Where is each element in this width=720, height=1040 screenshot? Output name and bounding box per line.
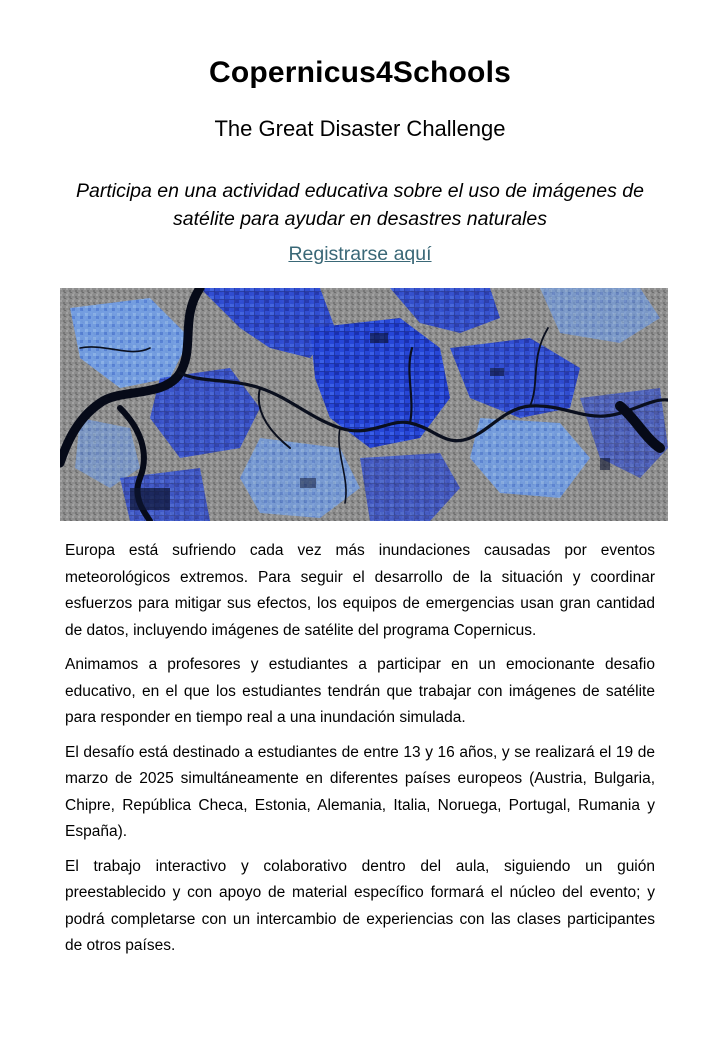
paragraph-2: Animamos a profesores y estudiantes a participar en un emocionante desafio educativo, en el que los estudiantes tendrán que trabajar con imágenes de satélite para responder en tiempo real a una inundación simulada. [65,656,655,726]
paragraph-1: Europa está sufriendo cada vez más inundaciones causadas por eventos meteorológicos extremos. Para seguir el desarrollo de la situación y coordinar esfuerzos para mitigar sus efectos, los equipos de emergencias usan gran cantidad de datos, incluyendo imágenes de satélite del programa Copernicus. [65,542,655,639]
page-title: Copernicus4Schools [208,56,511,89]
satellite-flood-image [60,288,668,521]
lead-text: Participa en una actividad educativa sobre el uso de imágenes de satélite para ayudar en desastres naturales [75,180,645,230]
body-text [65,538,655,968]
register-link-container [0,243,720,266]
page-subtitle: The Great Disaster Challenge [214,116,506,141]
register-link[interactable]: Registrarse aquí [288,243,432,265]
paragraph-3: El desafío está destinado a estudiantes de entre 13 y 16 años, y se realizará el 19 de marzo de 2025 simultáneamente en diferentes países europeos (Austria, Bulgaria, Chipre, República Checa, Estonia, Alemania, Italia, Noruega, Portugal, Rumania y España). [65,743,655,840]
paragraph-4: El trabajo interactivo y colaborativo dentro del aula, siguiendo un guión preestablecido y con apoyo de material específico formará el núcleo del evento; y podrá completarse con un intercambio de experiencias con las clases participantes de otros países. [65,857,655,954]
